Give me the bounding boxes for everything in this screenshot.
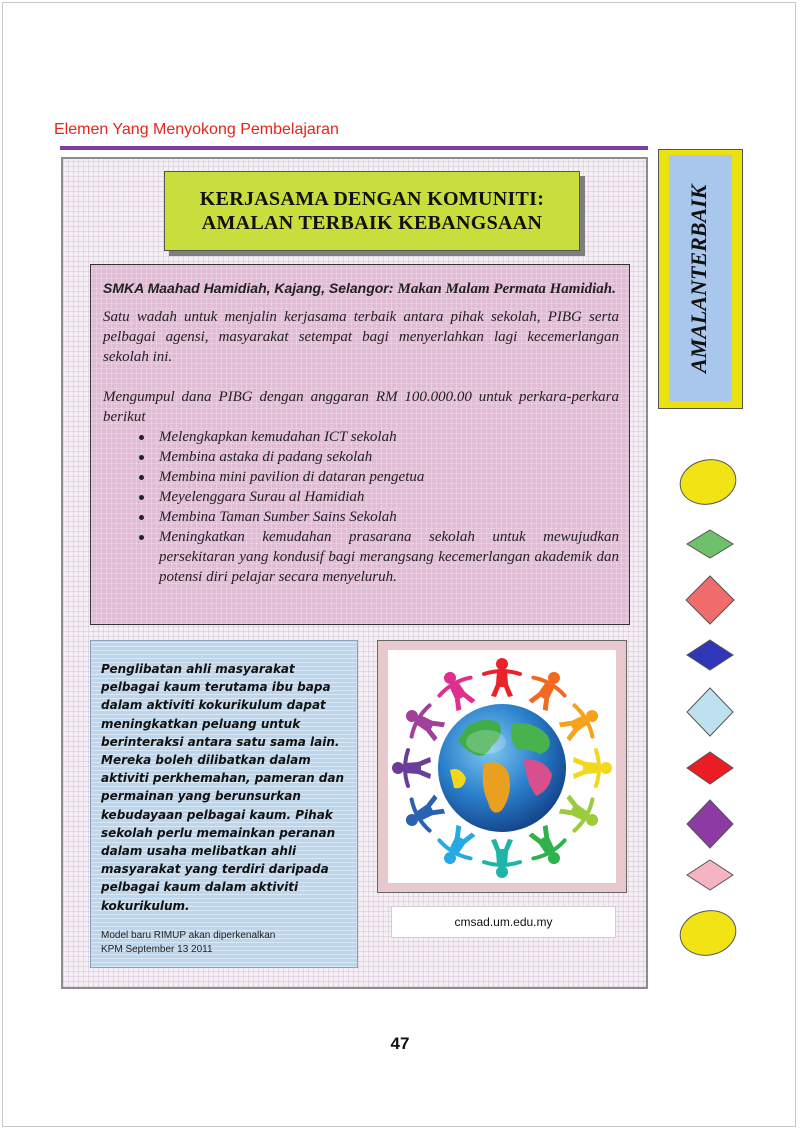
title-box: [164, 171, 580, 251]
list-item: Meningkatkan kemudahan prasarana sekolah untuk mewujudkan persekitaran yang kondusif bagi merangsang kecemerlangan akademik dan potensi diri pelajar secara menyeluruh.: [139, 527, 619, 587]
bullet-list: [103, 427, 619, 587]
image-inner: [388, 650, 616, 883]
person-figure: [522, 820, 573, 872]
yellow-oval-shape: [676, 455, 740, 509]
diamond-shape: [687, 800, 733, 848]
person-figure: [431, 664, 482, 716]
person-figure: [554, 788, 606, 839]
diamond-shape: [687, 688, 733, 736]
person-figure: [484, 839, 520, 878]
globe-people-illustration: [388, 650, 616, 883]
person-figure: [398, 788, 450, 839]
diamond-shape: [687, 640, 733, 670]
program-name: : Makan Malam Permata Hamidiah.: [388, 281, 616, 297]
community-paragraph: Penglibatan ahli masyarakat pelbagai kaum terutama ibu bapa dalam aktiviti kokurikulum dapat meningkatkan peluang untuk berinteraksi antara satu sama lain. Mereka boleh dilibatkan dalam aktiviti perkhemahan, pameran dan permainan yang berunsurkan kebudayaan pelbagai kaum. Pihak sekolah perlu memainkan peranan dalam usaha melibatkan ahli masyarakat yang terdiri daripada pelbagai kaum dalam aktiviti kokurikulum.: [101, 662, 345, 913]
title-line-1: KERJASAMA DENGAN KOMUNITI:: [199, 188, 545, 210]
section-header: Elemen Yang Menyokong Pembelajaran: [54, 121, 339, 138]
side-tab-label: [672, 184, 726, 374]
yellow-oval-shape: [676, 906, 740, 961]
list-item: Melengkapkan kemudahan ICT sekolah: [139, 427, 619, 447]
info-paragraph-2: Mengumpul dana PIBG dengan anggaran RM 100.000.00 untuk perkara-perkara berikut: [103, 389, 619, 425]
community-box: [90, 640, 358, 968]
school-name: SMKA Maahad Hamidiah, Kajang, Selangor: [103, 280, 389, 296]
header-rule: [60, 146, 648, 150]
list-item: Membina astaka di padang sekolah: [139, 447, 619, 467]
list-item: Meyelenggara Surau al Hamidiah: [139, 487, 619, 507]
list-item: Membina Taman Sumber Sains Sekolah: [139, 507, 619, 527]
person-figure: [573, 750, 612, 786]
list-item: Membina mini pavilion di dataran pengetua: [139, 467, 619, 487]
caption-line-2: KPM September 13 2011: [101, 944, 213, 955]
person-figure: [522, 664, 573, 716]
diamond-shape: [686, 576, 734, 624]
school-title: [103, 279, 619, 299]
side-tab-line-1: AMALAN: [686, 280, 711, 374]
title-line-2: AMALAN TERBAIK KEBANGSAAN: [201, 212, 543, 234]
side-tab-line-2: TERBAIK: [686, 184, 711, 281]
person-figure: [431, 820, 482, 872]
caption-line-1: Model baru RIMUP akan diperkenalkan: [101, 930, 276, 941]
caption: [101, 929, 275, 957]
person-figure: [554, 697, 606, 748]
image-source-label: cmsad.um.edu.my: [391, 906, 616, 938]
page-number: 47: [390, 1034, 410, 1053]
diamond-shape: [687, 752, 733, 784]
decorative-shapes: [670, 455, 750, 965]
person-figure: [392, 750, 431, 786]
info-paragraph-1: Satu wadah untuk menjalin kerjasama terbaik antara pihak sekolah, PIBG serta pelbagai agensi, masyarakat setempat bagi menyerlahkan lagi kecemerlangan sekolah ini.: [103, 309, 619, 365]
diamond-shape: [687, 860, 733, 890]
person-figure: [484, 658, 520, 697]
globe-icon: [438, 704, 566, 832]
person-figure: [398, 697, 450, 748]
info-box: [90, 264, 630, 625]
image-frame: [377, 640, 627, 893]
diamond-shape: [687, 530, 733, 558]
